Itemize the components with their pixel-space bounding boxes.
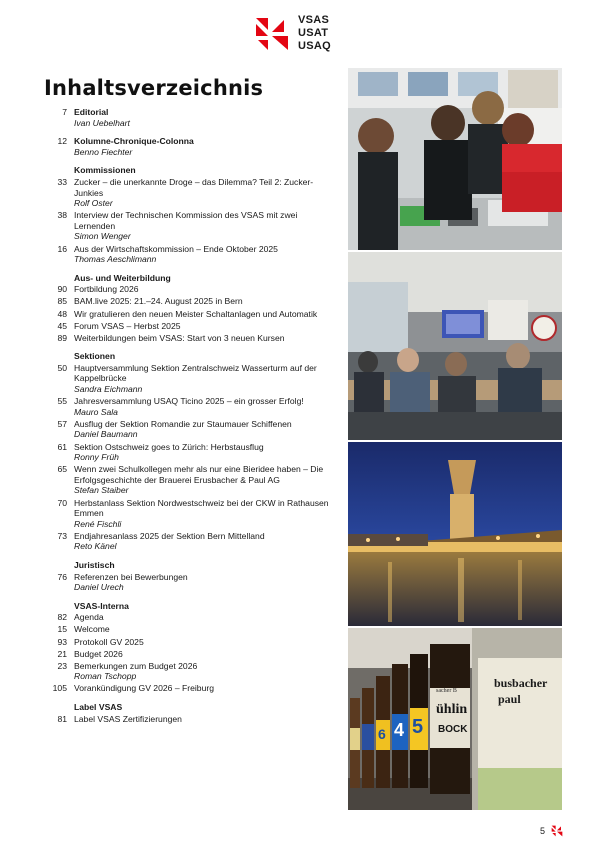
toc-entry-title: Interview der Technischen Kommission des VSAS mit zwei Lernenden (74, 210, 298, 231)
vsas-logo (254, 14, 344, 54)
toc-entry-title: Fortbildung 2026 (74, 284, 139, 295)
toc-page-number: 90 (57, 284, 67, 295)
toc-entry-author: René Fischli (74, 518, 122, 529)
page-number: 5 (539, 826, 545, 836)
toc-entry[interactable] (44, 637, 334, 648)
toc-page-number: 38 (57, 210, 67, 221)
toc-entry[interactable] (44, 464, 334, 496)
toc-entry[interactable] (44, 333, 334, 344)
toc-entry[interactable] (44, 177, 334, 209)
toc-entry-title: Referenzen bei Bewerbungen (74, 571, 188, 582)
logo-wordmark (298, 14, 331, 53)
toc-page-number: 93 (57, 636, 67, 647)
toc-entry-title: Weiterbildungen beim VSAS: Start von 3 neuen Kursen (74, 332, 285, 343)
logo-line-usat: USAT (298, 27, 329, 39)
bottle-label-uehlin: ühlin (436, 702, 468, 717)
vsas-logo-mark-icon (254, 16, 290, 52)
toc-page-number: 82 (57, 612, 67, 623)
toc-entry-title: Sektion Ostschweiz goes to Zürich: Herbstausflug (74, 441, 264, 452)
toc-page-number: 50 (57, 362, 67, 373)
toc-section (44, 165, 334, 264)
toc-page-number: 76 (57, 571, 67, 582)
toc-page-number: 73 (57, 530, 67, 541)
toc-page-number: 12 (57, 136, 67, 147)
toc-entry[interactable] (44, 210, 334, 242)
toc-page-number: 105 (52, 683, 67, 694)
toc-entry-title: Forum VSAS – Herbst 2025 (74, 320, 181, 331)
toc-entry[interactable] (44, 661, 334, 682)
toc-page-number: 85 (57, 296, 67, 307)
bottle-label-6: 6 (378, 726, 386, 742)
toc-entry-title: Ausflug der Sektion Romandie zur Staumauer Schiffenen (74, 418, 292, 429)
toc-page-number: 55 (57, 396, 67, 407)
toc-entry-author: Rolf Oster (74, 198, 113, 209)
toc-entry-author: Simon Wenger (74, 231, 131, 242)
page-footer (540, 825, 563, 837)
toc-section-heading: Kommissionen (74, 165, 136, 176)
toc-entry-title: Hauptversammlung Sektion Zentralschweiz Wasserturm auf der Kappelbrücke (74, 362, 317, 384)
toc-entry[interactable] (44, 107, 334, 128)
toc-section (44, 273, 334, 344)
toc-entry[interactable] (44, 572, 334, 593)
toc-section-heading: Sektionen (74, 351, 116, 362)
toc-page-number: 23 (57, 660, 67, 671)
toc-section (44, 560, 334, 593)
toc-entry[interactable] (44, 624, 334, 635)
toc-entry[interactable] (44, 244, 334, 265)
toc-entry-author: Ivan Uebelhart (74, 117, 130, 128)
toc-entry-title: Jahresversammlung USAQ Ticino 2025 – ein grosser Erfolg! (74, 396, 304, 407)
toc-entry[interactable] (44, 321, 334, 332)
toc-entry-author: Daniel Urech (74, 582, 124, 593)
toc-entry-title: Editorial (74, 107, 109, 117)
toc-entry-author: Thomas Aeschlimann (74, 254, 157, 265)
toc-entry[interactable] (44, 396, 334, 417)
toc-page-number: 65 (57, 464, 67, 475)
bottle-label-4: 4 (394, 720, 405, 740)
logo-line-usaq: USAQ (298, 40, 331, 52)
toc-entry-author: Daniel Baumann (74, 429, 138, 440)
toc-entry-title: Welcome (74, 624, 110, 635)
toc-entry-author: Sandra Eichmann (74, 384, 143, 395)
toc-page-number: 15 (57, 624, 67, 635)
toc-entry-title: Zucker – die unerkannte Droge – das Dilemma? Teil 2: Zucker-Junkies (74, 176, 314, 198)
toc-page-number: 21 (57, 648, 67, 659)
toc-entry-title: BAM.live 2025: 21.–24. August 2025 in Bern (74, 296, 243, 307)
logo-line-vsas: VSAS (298, 14, 330, 26)
toc-page-number: 33 (57, 176, 67, 187)
table-of-contents (44, 107, 334, 732)
toc-entry-title: Aus der Wirtschaftskommission – Ende Oktober 2025 (74, 243, 278, 254)
toc-entry[interactable] (44, 649, 334, 660)
toc-page-number: 7 (62, 107, 67, 117)
bottle-label-busbacher: busbacher (494, 676, 548, 690)
toc-page-number: 70 (57, 497, 67, 508)
toc-section (44, 107, 334, 128)
toc-entry[interactable] (44, 363, 334, 395)
toc-page-number: 45 (57, 320, 67, 331)
toc-entry-title: Wir gratulieren den neuen Meister Schaltanlagen und Automatik (74, 308, 318, 319)
bottle-label-paul: paul (498, 692, 521, 706)
toc-page-number: 89 (57, 332, 67, 343)
toc-section (44, 702, 334, 724)
photo-column (348, 68, 562, 812)
bottle-label-sacher: sacher B (436, 688, 457, 694)
toc-entry-title: Vorankündigung GV 2026 – Freiburg (74, 683, 214, 694)
toc-entry-author: Stefan Staiber (74, 485, 129, 496)
toc-page-number: 57 (57, 418, 67, 429)
toc-entry-author: Mauro Sala (74, 406, 118, 417)
toc-section-heading: Aus- und Weiterbildung (74, 272, 171, 283)
toc-entry-author: Ronny Früh (74, 452, 119, 463)
toc-page-number: 81 (57, 713, 67, 724)
toc-section-heading: VSAS-Interna (74, 600, 129, 611)
toc-entry-title: Agenda (74, 612, 104, 623)
toc-entry-author: Benno Fiechter (74, 146, 133, 157)
toc-entry[interactable] (44, 531, 334, 552)
toc-entry-title: Protokoll GV 2025 (74, 636, 144, 647)
toc-entry-title: Bemerkungen zum Budget 2026 (74, 660, 198, 671)
toc-section (44, 601, 334, 694)
toc-section (44, 136, 334, 157)
toc-entry[interactable] (44, 136, 334, 157)
toc-entry-title: Label VSAS Zertifizierungen (74, 713, 182, 724)
toc-entry[interactable] (44, 498, 334, 530)
toc-entry[interactable] (44, 309, 334, 320)
toc-entry-author: Reto Känel (74, 541, 117, 552)
toc-entry[interactable] (44, 419, 334, 440)
toc-entry[interactable] (44, 284, 334, 295)
toc-entry-title: Wenn zwei Schulkollegen mehr als nur eine Bieridee haben – Die Erfolgsgeschichte der Brauerei Erusbacher & Paul AG (74, 464, 324, 485)
toc-section (44, 351, 334, 552)
toc-entry[interactable] (44, 714, 334, 725)
vsas-footer-mark-icon (551, 825, 563, 837)
toc-entry-title: Endjahresanlass 2025 der Sektion Bern Mittelland (74, 530, 265, 541)
photo-beer-bottles (348, 628, 562, 810)
toc-entry-title: Budget 2026 (74, 648, 123, 659)
toc-entry-title: Kolumne-Chronique-Colonna (74, 136, 194, 147)
toc-page-number: 48 (57, 308, 67, 319)
toc-section-heading: Juristisch (74, 559, 115, 570)
photo-workshop (348, 68, 562, 250)
toc-page-number: 61 (57, 441, 67, 452)
bottle-label-bock: BOCK (438, 724, 468, 735)
toc-page-number: 16 (57, 243, 67, 254)
photo-kapellbruecke (348, 442, 562, 626)
toc-entry[interactable] (44, 683, 334, 694)
toc-section-heading: Label VSAS (74, 702, 123, 712)
toc-entry[interactable] (44, 612, 334, 623)
photo-seminar (348, 252, 562, 440)
toc-entry-author: Roman Tschopp (74, 671, 137, 682)
toc-entry[interactable] (44, 442, 334, 463)
page-title: Inhaltsverzeichnis (44, 76, 264, 100)
bottle-label-5: 5 (412, 716, 424, 738)
toc-entry[interactable] (44, 296, 334, 307)
toc-entry-title: Herbstanlass Sektion Nordwestschweiz bei der CKW in Rathausen Emmen (74, 497, 329, 519)
